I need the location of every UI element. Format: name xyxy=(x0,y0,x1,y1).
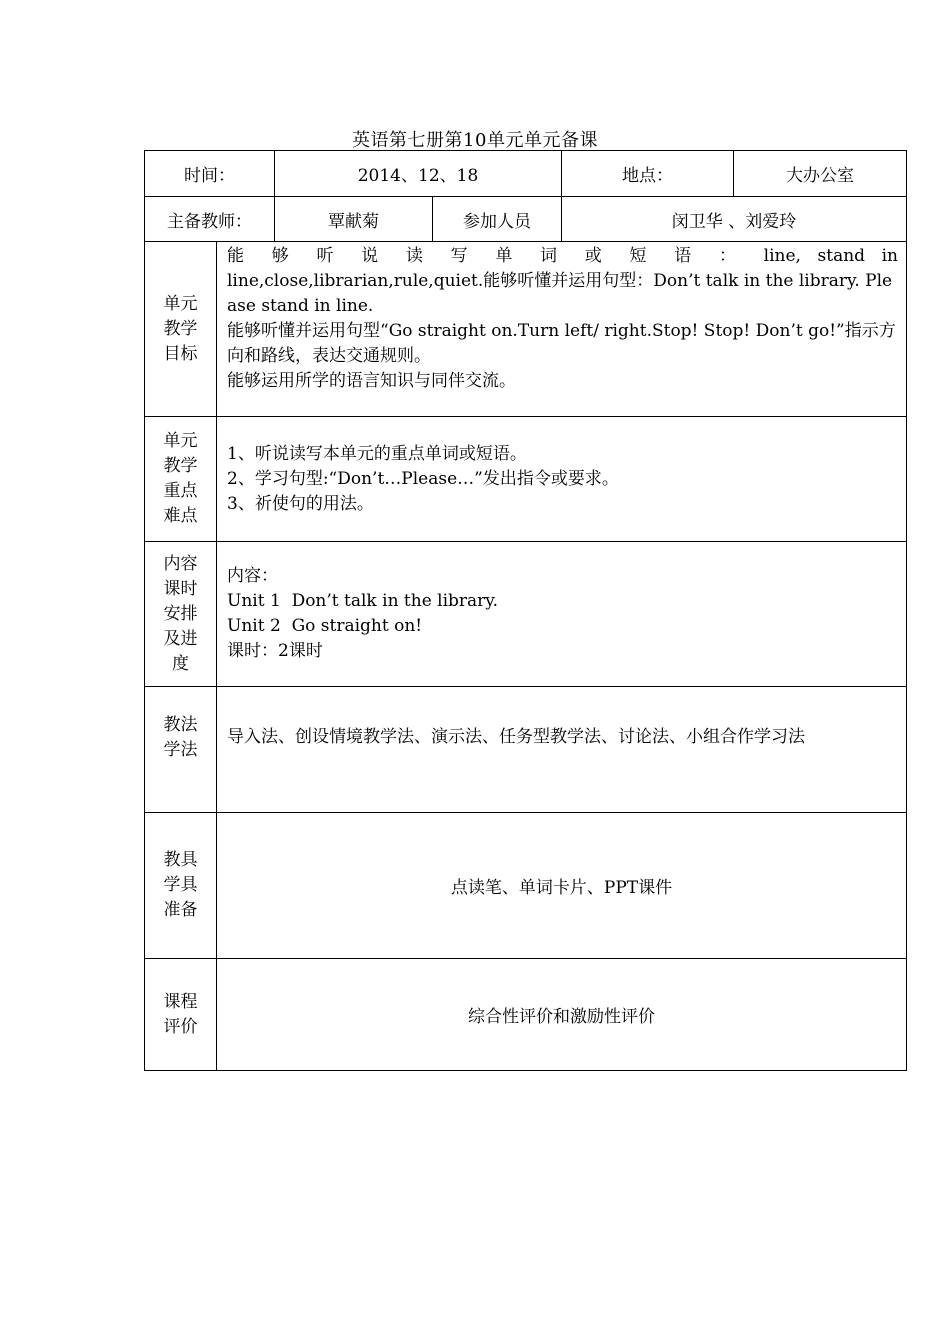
goals-label xyxy=(145,242,217,417)
methods-label xyxy=(145,687,217,813)
evaluation-label-line: 评价 xyxy=(163,1016,198,1037)
goals-label-line: 教学 xyxy=(163,318,198,339)
goals-line: 能 够 听 说 读 写 单 词 或 短 语 ： line, stand in xyxy=(227,246,898,266)
goals-line: 能够运用所学的语言知识与同伴交流。 xyxy=(227,371,516,391)
time-place-row xyxy=(145,151,907,197)
lesson-plan-table xyxy=(144,150,907,1071)
schedule-row xyxy=(145,542,907,687)
schedule-line: 课时：2课时 xyxy=(227,641,323,661)
methods-label-line: 学法 xyxy=(163,740,198,760)
goals-row xyxy=(145,242,907,417)
key-points-label-line: 单元 xyxy=(163,431,198,451)
evaluation-row xyxy=(145,959,907,1071)
schedule-label-line: 课时 xyxy=(163,578,198,599)
goals-label-line: 单元 xyxy=(163,293,198,314)
document-title: 英语第七册第10单元单元备课 xyxy=(352,130,598,151)
place-value: 大办公室 xyxy=(734,151,907,197)
key-points-label-line: 教学 xyxy=(163,456,198,476)
key-point-item: 1、听说读写本单元的重点单词或短语。 xyxy=(227,443,527,464)
key-point-item: 2、学习句型:“Don’t…Please…”发出指令或要求。 xyxy=(227,468,619,489)
schedule-label xyxy=(145,542,217,687)
place-label: 地点： xyxy=(562,151,734,197)
key-points-content xyxy=(217,417,907,542)
schedule-label-line: 内容 xyxy=(163,553,198,574)
tools-label-line: 学具 xyxy=(163,875,198,895)
tools-label xyxy=(145,813,217,959)
methods-value: 导入法、创设情境教学法、演示法、任务型教学法、讨论法、小组合作学习法 xyxy=(227,727,805,747)
schedule-label-line: 度 xyxy=(172,653,189,674)
evaluation-label-line: 课程 xyxy=(163,991,198,1012)
goals-line: 能够听懂并运用句型“Go straight on.Turn left/ right.Stop! Stop! Don’t go!”指示方向和路线，表达交通规则。 xyxy=(227,321,896,366)
tools-label-line: 准备 xyxy=(163,900,198,920)
key-point-item: 3、祈使句的用法。 xyxy=(227,493,374,514)
schedule-label-line: 安排 xyxy=(163,603,198,624)
participants-label: 参加人员 xyxy=(433,197,562,242)
goals-content xyxy=(217,242,907,417)
tools-label-line: 教具 xyxy=(163,850,198,870)
schedule-line: 内容： xyxy=(227,566,278,586)
goals-line: line,close,librarian,rule,quiet.能够听懂并运用句型：Don’t talk in the library. Please stand in line. xyxy=(227,271,893,316)
schedule-label-line: 及进 xyxy=(163,628,198,649)
methods-content xyxy=(217,687,907,813)
evaluation-value: 综合性评价和激励性评价 xyxy=(217,959,907,1071)
schedule-line: Unit 1 Don’t talk in the library. xyxy=(227,591,499,611)
methods-row xyxy=(145,687,907,813)
lead-teacher-label: 主备教师： xyxy=(145,197,275,242)
time-value: 2014、12、18 xyxy=(275,151,562,197)
key-points-label-line: 难点 xyxy=(163,506,198,526)
teacher-row xyxy=(145,197,907,242)
evaluation-label xyxy=(145,959,217,1071)
key-points-row xyxy=(145,417,907,542)
lead-teacher-value: 覃献菊 xyxy=(275,197,433,242)
methods-label-line: 教法 xyxy=(163,715,198,735)
tools-row xyxy=(145,813,907,959)
key-points-label xyxy=(145,417,217,542)
time-label: 时间： xyxy=(145,151,275,197)
participants-value: 闵卫华 、刘爱玲 xyxy=(562,197,907,242)
tools-value: 点读笔、单词卡片、PPT课件 xyxy=(217,813,907,959)
goals-label-line: 目标 xyxy=(163,343,198,364)
key-points-label-line: 重点 xyxy=(163,481,198,501)
schedule-content xyxy=(217,542,907,687)
schedule-line: Unit 2 Go straight on! xyxy=(227,616,423,636)
